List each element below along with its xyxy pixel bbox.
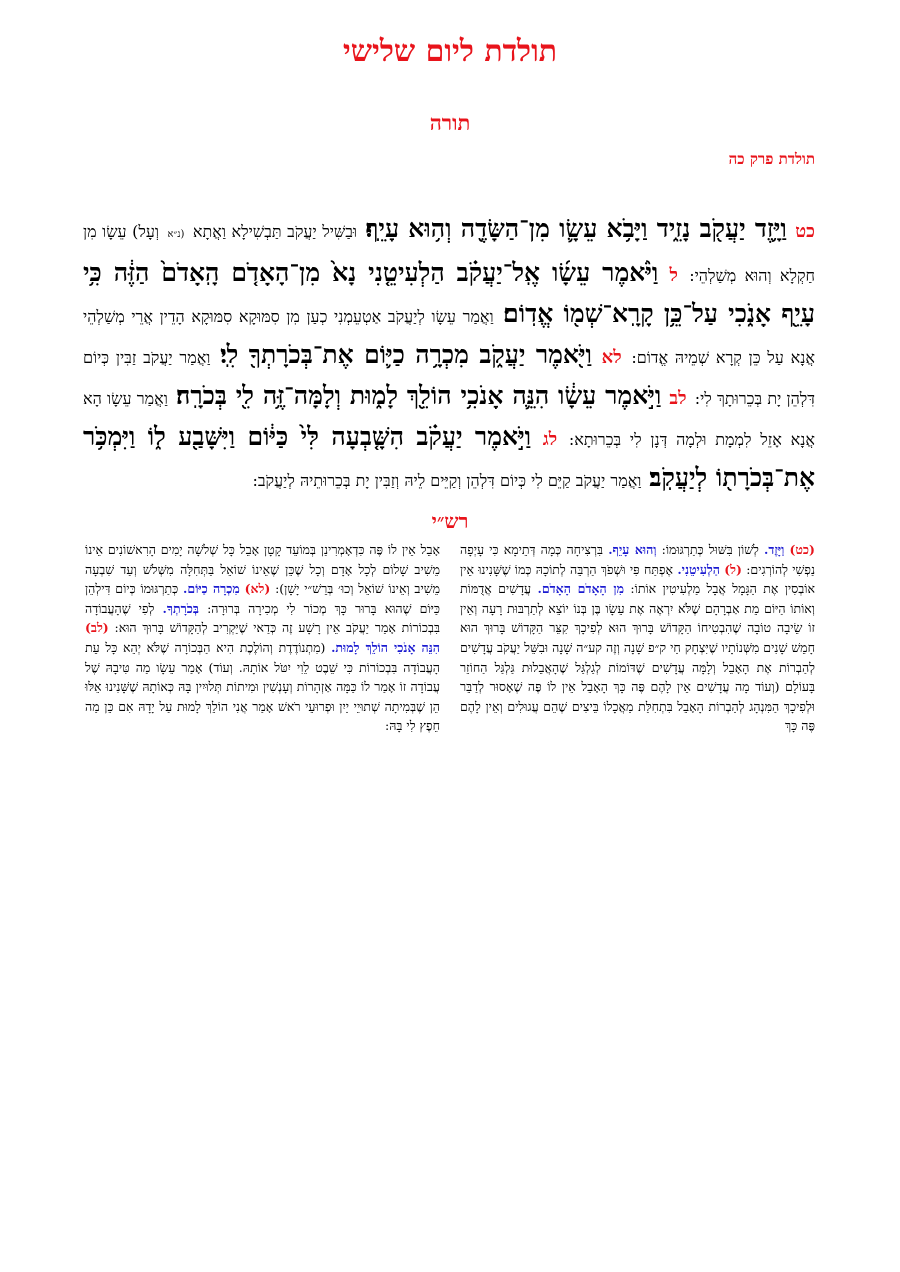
rashi-verse-ref: (ל) <box>724 561 742 577</box>
rashi-verse-ref: (לב) <box>85 620 109 636</box>
rashi-verse-ref: (לא) <box>244 581 271 597</box>
verse-number: לג <box>542 429 558 450</box>
rashi-heading: הִנֵּה אָנֹכִי הוֹלֵךְ לָמוּת. <box>331 639 440 655</box>
rashi-comment: כְּתַרְגּוּמוֹ כְּיוֹם דִּילְהֵן כַּיּוֹם שֶׁהוּא בָּרוּר כָּךְ מְכוֹר לִי מְכִירָה בְּרוּרָה: <box>85 581 440 616</box>
chapter-label: תולדת פרק כה <box>728 150 815 168</box>
rashi-comment: לְשׁוֹן בִּשּׁוּל כְּתַרְגּוּמוֹ: <box>661 542 759 557</box>
targum-text: וַאֲמַר עֵשָׂו לְיַעֲקֹב אַטְעֵמְנִי כְעַן מִן סִמּוּקָא סִמּוּקָא הָדֵין אֲרֵי מְשַׁלְהֵי אֲנָא עַל כֵּן קְרָא שְׁמֵיהּ אֱדוֹם: <box>83 307 816 367</box>
targum-text: וּבַשִּׁיל יַעֲקֹב תַּבְשִׁילָא וַאֲתָא <box>192 222 358 241</box>
verse-text: וַיֹּ֣אמֶר עֵשָׂ֔ו הִנֵּ֛ה אָנֹכִ֥י הוֹלֵ֖ךְ לָמ֑וּת וְלָמָּה־זֶּ֥ה לִ֖י בְּכֹרָֽה׃ <box>175 381 662 410</box>
section-title: תורה <box>429 110 471 135</box>
page-title: תולדת ליום שלישי <box>342 34 558 69</box>
targum-text: וַאֲמַר יַעֲקֹב קַיֵּם לִי כְּיוֹם דִּלְהֵן וְקַיֵּים לֵיהּ וְזַבִּין יָת בְּכֵרוּתֵיהּ לְיַעֲקֹב: <box>252 471 642 490</box>
rashi-heading: וַיָּזֶד. <box>764 542 785 557</box>
verse-text: וַיֹּ֨אמֶר עֵשָׂ֜ו אֶֽל־יַעֲקֹ֗ב הַלְעִיטֵ֤נִי נָא֙ מִן־הָאָדֹ֤ם הָֽאָדֹם֙ הַזֶּ֔ה כִּ֥י עָיֵ֖ף אָנֹ֑כִי עַל־כֵּ֥ן קָרָֽא־שְׁמ֖וֹ אֱדֽוֹם׃ <box>83 258 815 328</box>
verse-number: כט <box>795 221 815 242</box>
rashi-comment: (מִתְנוֹדֶדֶת וְהוֹלֶכֶת הִיא הַבְּכוֹרָה שֶׁלֹּא יְהֵא כָּל עֵת הָעֲבוֹדָה בִּבְכוֹרוֹת כִּי שֵׁבֶט לֵוִי יִטֹּל אוֹתָהּ. וְעוֹד) אָמַר עֵשָׂו מַה טִּיבָהּ שֶׁל עֲבוֹדָה זוֹ אָמַר לוֹ כַּמָּה אַזְהָרוֹת וְעָנְשִׁין וּמִיתוֹת תְּלוּיִין בָּהּ כְּאוֹתָהּ שֶׁשָּׁנִינוּ אֵלּוּ הֵן שֶׁבְּמִיתָה שְׁתוּיֵי יַיִן וּפְרוּעֵי רֹאשׁ אָמַר אֲנִי הוֹלֵךְ לָמוּת עַל יָדָהּ אִם כֵּן מַה חֵפֶץ לִי בָּהּ: <box>85 639 440 734</box>
rashi-heading: הַלְעִיטֵנִי. <box>677 561 720 577</box>
rashi-comment: עֲדָשִׁים אֲדֻמּוֹת וְאוֹתוֹ הַיּוֹם מֵת אַבְרָהָם שֶׁלֹּא יִרְאֶה אֶת עֵשָׂו בֶּן בְּנוֹ יוֹצֵא לְתַרְבּוּת רָעָה וְאֵין זוֹ שֵׂיבָה טוֹבָה שֶׁהִבְטִיחוֹ הַקָּדוֹשׁ בָּרוּךְ הוּא לְפִיכָךְ קִצֵּר הַקָּדוֹשׁ בָּרוּךְ הוּא חָמֵשׁ שָׁנִים מִשְּׁנוֹתָיו שֶׁיִּצְחָק חַי ק״פ שָׁנָה וְזֶה קע״ה שָׁנָה וּבִשֵּׁל יַעֲקֹב עֲדָשִׁים לְהַבְרוֹת אֶת הָאָבֵל וְלָמָּה עֲדָשִׁים שֶׁדּוֹמוֹת לְגַלְגַּל שֶׁהָאֲבֵלוּת גַּלְגַּל הַחוֹזֵר בָּעוֹלָם (וְעוֹד מָה עֲדָשִׁים אֵין לָהֶם פֶּה כָּךְ הָאָבֵל אֵין לוֹ פֶּה שֶׁאָסוּר לְדַבֵּר וּלְפִיכָךְ הַמִּנְהָג לְהַבְרוֹת הָאָבֵל בִּתְחִלַּת מַאֲכָלוֹ בֵּיצִים שֶׁהֵם עֲגוּלִים וְאֵין לָהֶם פֶּה כָּךְ <box>460 581 815 734</box>
targum-text: וְעָל) עֵשָׂו מִן חַקְלָא וְהוּא מְשַׁלְהֵי: <box>83 222 815 285</box>
verse-text: וַיָּ֥זֶד יַעֲקֹ֖ב נָזִ֑יד וַיָּבֹ֥א עֵשָׂ֛ו מִן־הַשָּׂדֶ֖ה וְה֥וּא עָיֵֽף׃ <box>365 214 787 243</box>
targum-text: וַאֲמַר יַעֲקֹב זַבִּין כְּיוֹם דִּלְהֵן יָת בְּכֵרוּתָךְ לִי: <box>83 348 815 408</box>
rashi-column-right <box>460 540 815 736</box>
rashi-heading: וְהוּא עָיֵף. <box>608 542 657 557</box>
rashi-column-left <box>85 540 440 736</box>
verse-number: לא <box>601 347 622 368</box>
rashi-heading: בְּכֹרָתְךָ. <box>162 600 199 616</box>
targum-text: וַאֲמַר עֵשָׂו הָא אֲנָא אָזֵל לִמְמָת וּלְמָה דְּנָן לִי בְּכֵרוּתָא: <box>83 389 816 449</box>
verse-text: וַיֹּ֣אמֶר יַעֲקֹ֗ב הִשָּׁ֤בְעָה לִּי֙ כַּיּ֔וֹם וַיִּשָּׁבַ֖ע ל֑וֹ וַיִּמְכֹּ֥ר אֶת־בְּכֹרָת֖וֹ לְיַעֲקֹֽב׃ <box>83 422 815 492</box>
rashi-comment: לְפִי שֶׁהָעֲבוֹדָה בִּבְכוֹרוֹת אָמַר יַעֲקֹב אֵין רָשָׁע זֶה כְּדַאי שֶׁיַּקְרִיב לְהַקָּדוֹשׁ בָּרוּךְ הוּא: <box>85 600 441 636</box>
torah-text-block <box>83 210 815 500</box>
verse-number: ל <box>669 265 678 286</box>
rashi-title: רש״י <box>431 509 469 533</box>
rashi-heading: מִן הָאָדֹם הָאָדֹם. <box>537 581 625 597</box>
rashi-comment: בִּרְצִיחָה כְּמָה דְּתֵימָא כִּי עָיְפָה נַפְשִׁי לְהוֹרְגִים: <box>460 542 816 577</box>
rashi-comment: אָבֵל אֵין לוֹ פֶּה כִּדְאָמְרִינַן בְּמוֹעֵד קָטָן אָבֵל כָּל שְׁלֹשָׁה יָמִים הָרִאשׁוֹנִים אֵינוֹ מֵשִׁיב שָׁלוֹם לְכָל אָדָם וְכָל שֶׁכֵּן שֶׁאֵינוֹ שׁוֹאֵל בַּתְּחִלָּה מִשְּׁלֹשׁ וְעַד שִׁבְעָה מֵשִׁיב וְאֵינוֹ שׁוֹאֵל וְכוּ׳ בְּרֵשׁ״י יָשָׁן): <box>85 542 440 597</box>
verse-text: וַיֹּ֖אמֶר יַעֲקֹ֑ב מִכְרָ֥ה כַיּ֛וֹם אֶת־בְּכֹרָתְךָ֖ לִֽי׃ <box>220 340 592 369</box>
variant-note: (נ״א <box>167 229 185 240</box>
rashi-heading: מִכְרָה כַיּוֹם. <box>183 581 240 597</box>
rashi-comment: אֶפְתַּח פִּי וּשְׁפֹךְ הַרְבֵּה לְתוֹכָהּ כְּמוֹ שֶׁשָּׁנִינוּ אֵין אוֹבְסִין אֶת הַגָּמָל אֲבָל מַלְעִיטִין אוֹתוֹ: <box>460 561 815 597</box>
verse-number: לב <box>669 388 687 409</box>
rashi-verse-ref: (כט) <box>789 542 815 557</box>
